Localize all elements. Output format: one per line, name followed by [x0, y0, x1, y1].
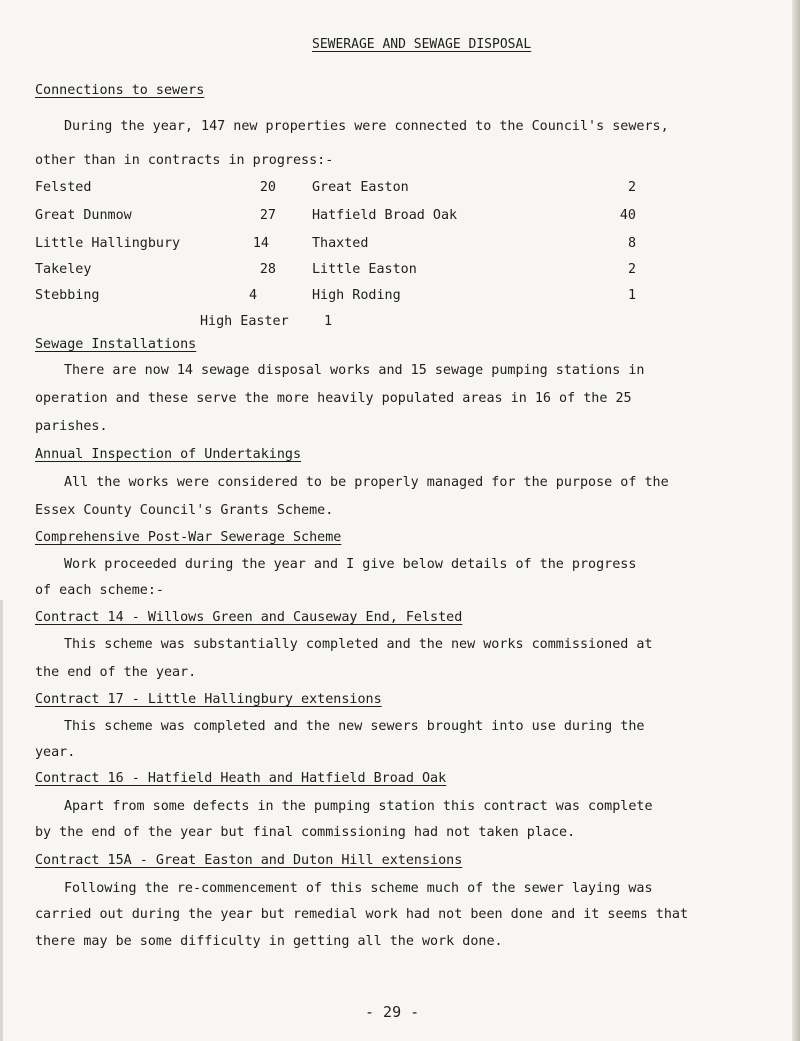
scheme-line2: of each scheme:-: [35, 583, 164, 598]
installations-heading: Sewage Installations: [35, 337, 197, 352]
contract14-line2: the end of the year.: [35, 665, 197, 680]
page-number: - 29 -: [365, 1003, 420, 1021]
contract16-heading: Contract 16 - Hatfield Heath and Hatfield Broad Oak: [35, 771, 447, 786]
place-name: Thaxted: [312, 236, 369, 251]
contract15a-line1: Following the re-commencement of this scheme much of the sewer laying was: [64, 881, 653, 896]
scheme-heading: Comprehensive Post-War Sewerage Scheme: [35, 530, 342, 545]
contract16-line1: Apart from some defects in the pumping station this contract was complete: [64, 799, 653, 814]
place-count: 8: [627, 236, 636, 251]
place-count: 2: [627, 180, 636, 195]
place-name: Stebbing: [35, 288, 100, 303]
contract14-line1: This scheme was substantially completed and the new works commissioned at: [64, 637, 653, 652]
connections-heading: Connections to sewers: [35, 83, 205, 98]
place-name: High Roding: [312, 288, 401, 303]
installations-line1: There are now 14 sewage disposal works and 15 sewage pumping stations in: [64, 363, 645, 378]
page-title: SEWERAGE AND SEWAGE DISPOSAL: [312, 37, 532, 52]
place-name: High Easter: [200, 314, 289, 329]
contract17-line2: year.: [35, 745, 76, 760]
place-count: 20: [259, 180, 276, 195]
place-name: Great Easton: [312, 180, 409, 195]
installations-line2: operation and these serve the more heavily populated areas in 16 of the 25: [35, 391, 632, 406]
place-count: 4: [248, 288, 257, 303]
place-name: Felsted: [35, 180, 92, 195]
contract15a-line3: there may be some difficulty in getting all the work done.: [35, 934, 503, 949]
place-count: 28: [259, 262, 276, 277]
inspection-line1: All the works were considered to be properly managed for the purpose of the: [64, 475, 669, 490]
place-count: 14: [252, 236, 269, 251]
place-name: Takeley: [35, 262, 92, 277]
place-name: Hatfield Broad Oak: [312, 208, 458, 223]
contract16-line2: by the end of the year but final commissioning had not taken place.: [35, 825, 576, 840]
place-name: Great Dunmow: [35, 208, 132, 223]
place-count: 27: [259, 208, 276, 223]
installations-line3: parishes.: [35, 419, 108, 434]
place-name: Little Easton: [312, 262, 417, 277]
place-count: 2: [627, 262, 636, 277]
place-count: 40: [619, 208, 636, 223]
connections-intro-line2: other than in contracts in progress:-: [35, 153, 334, 168]
contract17-line1: This scheme was completed and the new sewers brought into use during the: [64, 719, 645, 734]
place-count: 1: [324, 314, 333, 329]
scheme-line1: Work proceeded during the year and I give below details of the progress: [64, 557, 637, 572]
contract14-heading: Contract 14 - Willows Green and Causeway End, Felsted: [35, 610, 463, 625]
inspection-heading: Annual Inspection of Undertakings: [35, 447, 302, 462]
contract15a-heading: Contract 15A - Great Easton and Duton Hill extensions: [35, 853, 463, 868]
inspection-line2: Essex County Council's Grants Scheme.: [35, 503, 334, 518]
place-name: Little Hallingbury: [35, 236, 181, 251]
connections-intro-line1: During the year, 147 new properties were connected to the Council's sewers,: [64, 119, 669, 134]
page-edge-shadow: [792, 0, 800, 1041]
binding-shadow: [0, 600, 3, 1041]
place-count: 1: [627, 288, 636, 303]
contract15a-line2: carried out during the year but remedial work had not been done and it seems that: [35, 907, 689, 922]
contract17-heading: Contract 17 - Little Hallingbury extensions: [35, 692, 382, 707]
